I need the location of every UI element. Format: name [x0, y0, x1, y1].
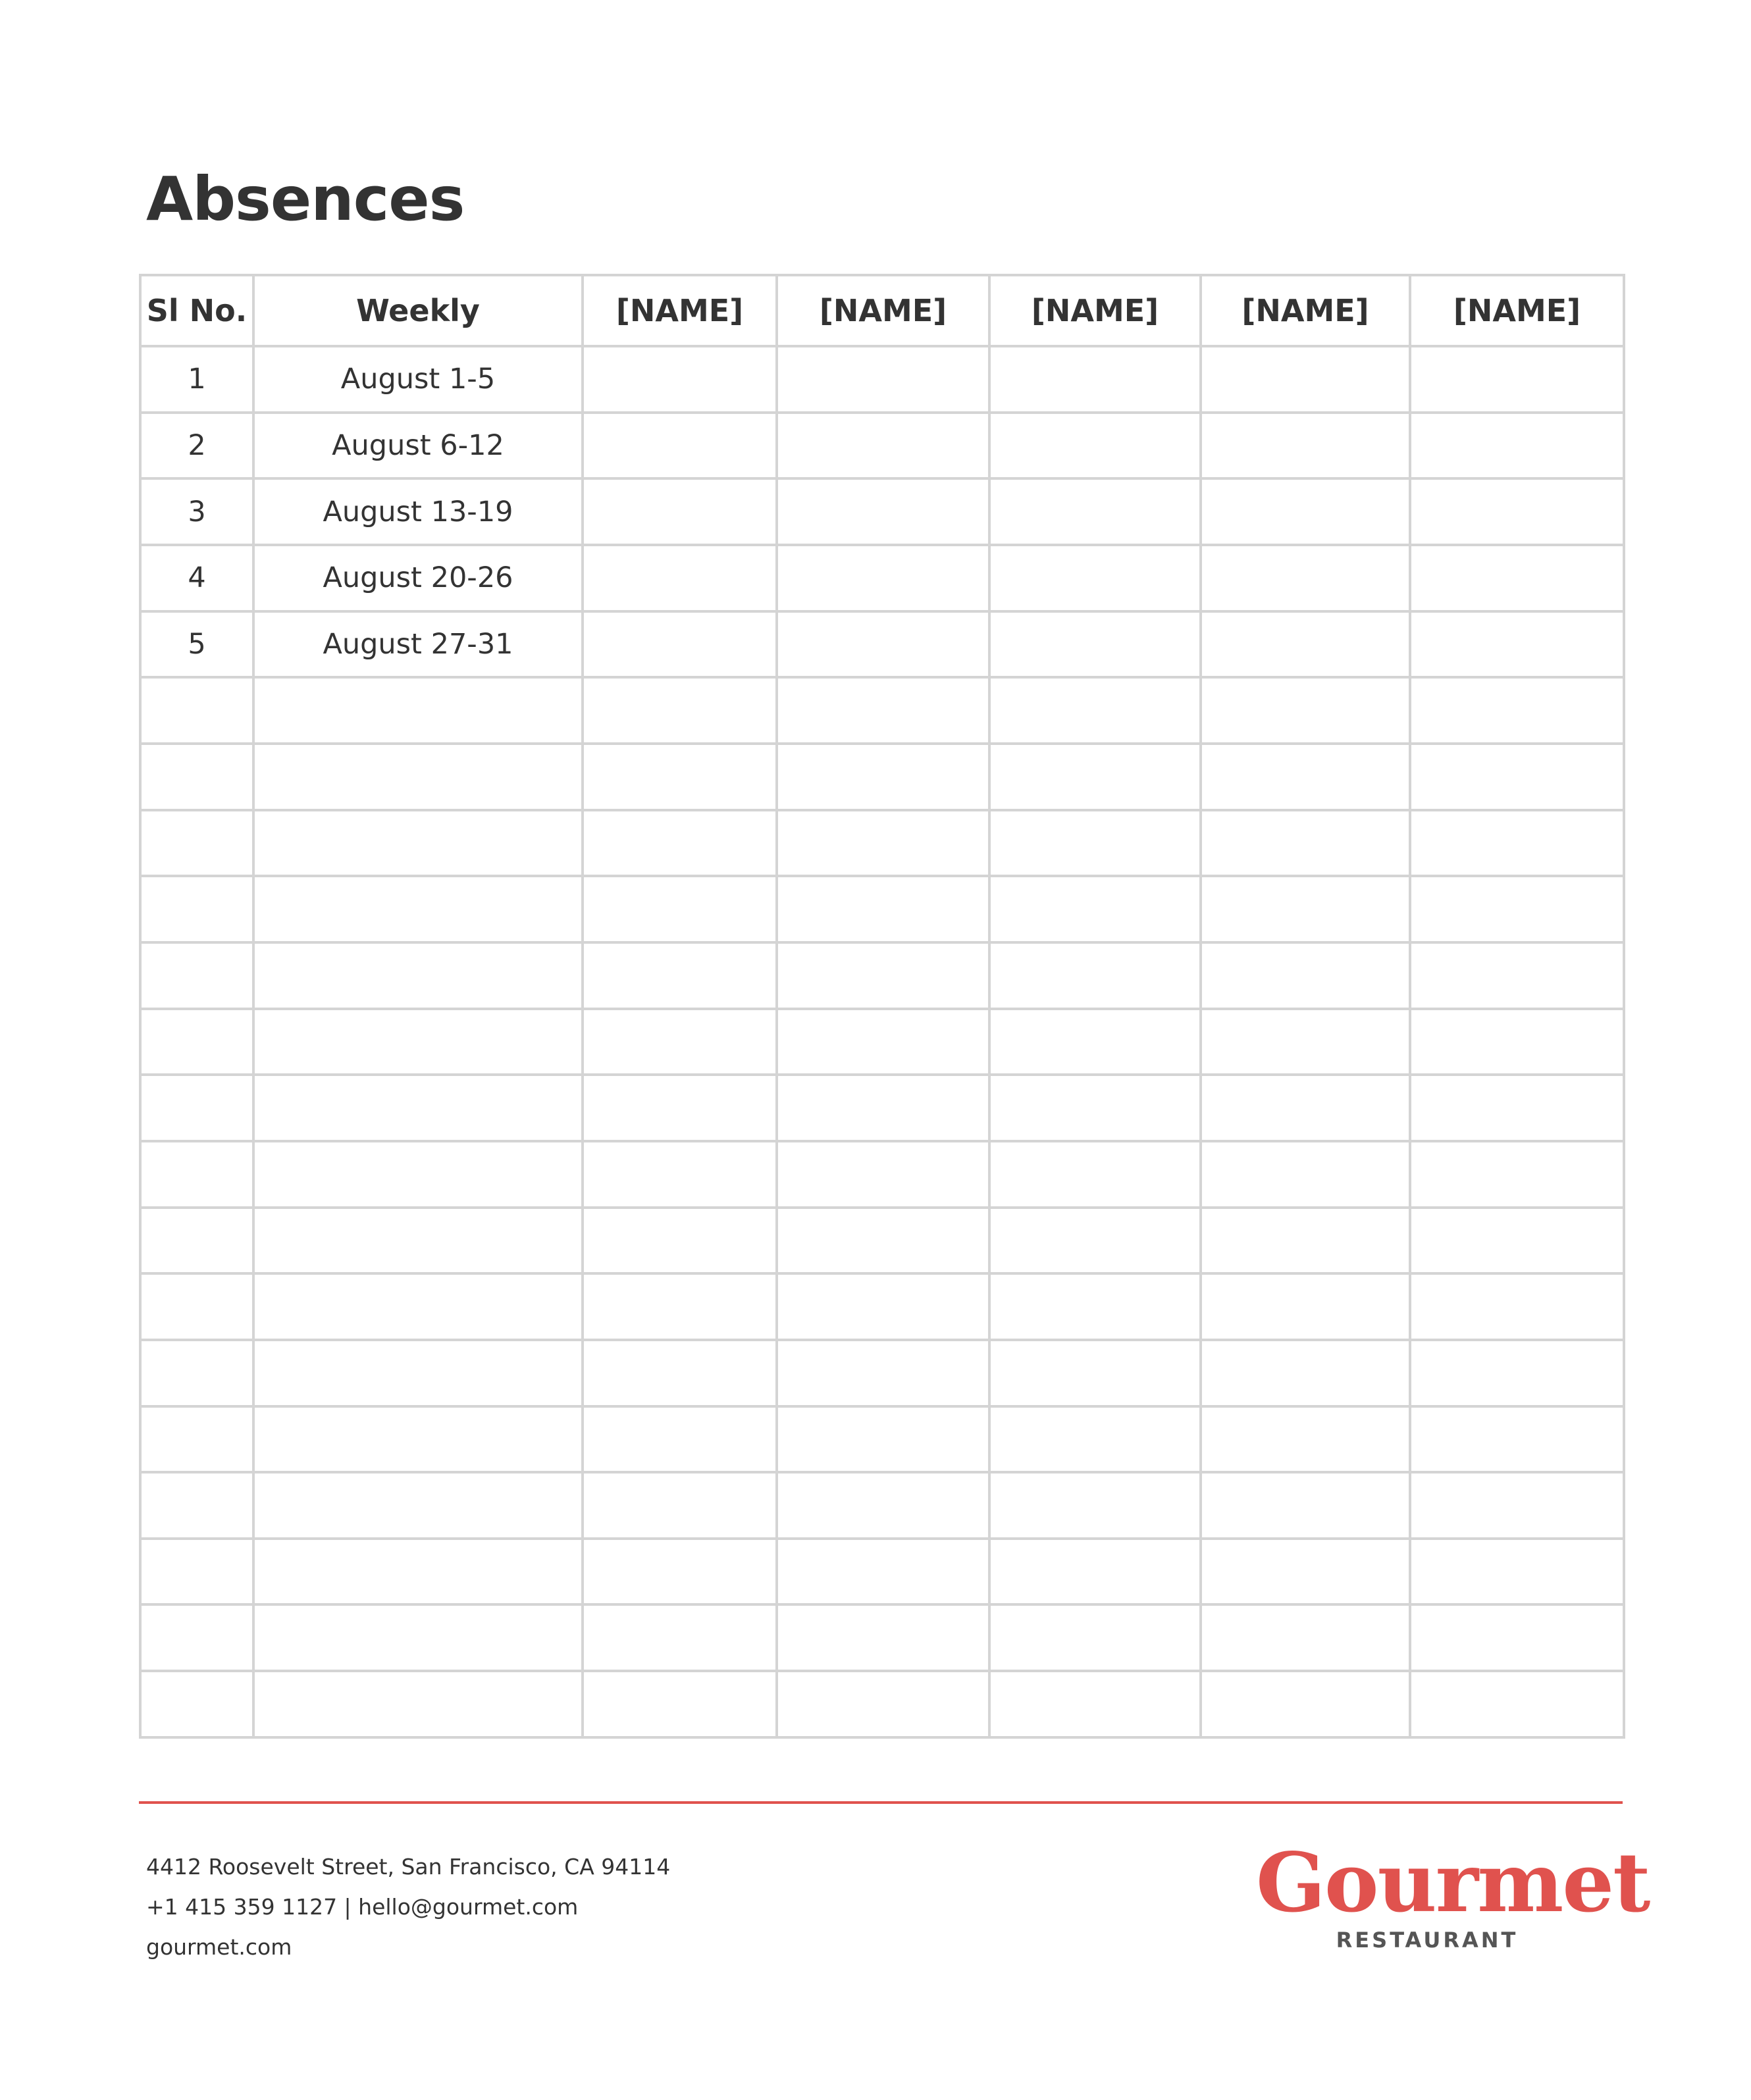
cell-absence: [777, 611, 989, 678]
cell-absence: [777, 346, 989, 413]
cell-absence: [583, 1075, 777, 1141]
cell-week: [253, 1406, 583, 1473]
table-row: [140, 1273, 1624, 1340]
cell-absence: [989, 1671, 1201, 1737]
cell-absence: [989, 810, 1201, 877]
cell-week: August 27-31: [253, 611, 583, 678]
cell-absence: [989, 346, 1201, 413]
cell-week: [253, 1208, 583, 1274]
cell-absence: [583, 1273, 777, 1340]
cell-absence: [777, 744, 989, 810]
cell-absence: [1410, 346, 1624, 413]
cell-absence: [989, 1273, 1201, 1340]
cell-absence: [777, 1075, 989, 1141]
cell-week: [253, 942, 583, 1009]
cell-week: August 13-19: [253, 478, 583, 545]
column-header-name: [NAME]: [989, 275, 1201, 346]
cell-absence: [583, 346, 777, 413]
logo-tagline: RESTAURANT: [1336, 1928, 1519, 1953]
table-row: [140, 413, 1624, 479]
logo-wordmark: Gourmet: [1256, 1835, 1650, 1931]
cell-absence: [1201, 1273, 1410, 1340]
cell-week: [253, 1009, 583, 1075]
table-row: [140, 810, 1624, 877]
cell-absence: [1410, 1075, 1624, 1141]
cell-absence: [777, 1009, 989, 1075]
cell-absence: [1410, 1141, 1624, 1208]
cell-absence: [777, 1406, 989, 1473]
cell-absence: [1410, 1273, 1624, 1340]
cell-absence: [989, 545, 1201, 611]
cell-absence: [1410, 611, 1624, 678]
table-row: [140, 1141, 1624, 1208]
cell-sl-no: [140, 1340, 253, 1406]
cell-absence: [1410, 810, 1624, 877]
cell-absence: [1201, 1539, 1410, 1605]
cell-sl-no: [140, 810, 253, 877]
cell-absence: [777, 545, 989, 611]
cell-sl-no: [140, 1273, 253, 1340]
table-row: [140, 346, 1624, 413]
cell-absence: [989, 1075, 1201, 1141]
table-row: [140, 1075, 1624, 1141]
table-row: [140, 1539, 1624, 1605]
cell-week: August 20-26: [253, 545, 583, 611]
cell-absence: [1201, 478, 1410, 545]
cell-absence: [989, 1406, 1201, 1473]
cell-absence: [583, 1472, 777, 1539]
cell-absence: [777, 1273, 989, 1340]
cell-absence: [777, 810, 989, 877]
table-row: [140, 1472, 1624, 1539]
cell-sl-no: [140, 1141, 253, 1208]
gourmet-logo: [1256, 1835, 1650, 1955]
cell-absence: [583, 1208, 777, 1274]
cell-absence: [1410, 1009, 1624, 1075]
cell-absence: [1410, 876, 1624, 942]
page-title: Absences: [146, 164, 465, 234]
cell-absence: [1410, 1208, 1624, 1274]
cell-absence: [1410, 413, 1624, 479]
cell-sl-no: [140, 1075, 253, 1141]
cell-absence: [583, 611, 777, 678]
cell-absence: [1410, 942, 1624, 1009]
table-row: [140, 744, 1624, 810]
cell-week: [253, 876, 583, 942]
cell-absence: [1410, 1539, 1624, 1605]
cell-absence: [1201, 810, 1410, 877]
cell-absence: [583, 810, 777, 877]
table-row: [140, 1340, 1624, 1406]
cell-absence: [1410, 1671, 1624, 1737]
cell-absence: [1201, 1671, 1410, 1737]
cell-week: August 6-12: [253, 413, 583, 479]
cell-absence: [583, 1604, 777, 1671]
cell-absence: [989, 1472, 1201, 1539]
table-row: [140, 1208, 1624, 1274]
cell-week: [253, 1075, 583, 1141]
cell-week: [253, 1671, 583, 1737]
cell-absence: [989, 1009, 1201, 1075]
table-row: [140, 1604, 1624, 1671]
cell-sl-no: [140, 744, 253, 810]
cell-week: [253, 1340, 583, 1406]
table-row: [140, 942, 1624, 1009]
cell-absence: [583, 677, 777, 744]
footer-website: gourmet.com: [146, 1934, 292, 1960]
cell-absence: [1201, 545, 1410, 611]
column-header-name: [NAME]: [583, 275, 777, 346]
cell-week: [253, 744, 583, 810]
cell-absence: [777, 1141, 989, 1208]
table-row: [140, 677, 1624, 744]
cell-absence: [777, 1539, 989, 1605]
cell-absence: [1201, 677, 1410, 744]
cell-absence: [1201, 1075, 1410, 1141]
cell-absence: [1201, 1208, 1410, 1274]
cell-absence: [1410, 478, 1624, 545]
table-body: [140, 346, 1624, 1737]
cell-sl-no: 3: [140, 478, 253, 545]
cell-absence: [583, 1009, 777, 1075]
cell-absence: [1410, 1604, 1624, 1671]
cell-absence: [583, 545, 777, 611]
cell-absence: [777, 413, 989, 479]
cell-sl-no: [140, 1539, 253, 1605]
cell-sl-no: [140, 677, 253, 744]
cell-absence: [777, 1208, 989, 1274]
cell-absence: [777, 1472, 989, 1539]
table-row: [140, 1406, 1624, 1473]
cell-absence: [777, 1340, 989, 1406]
cell-sl-no: [140, 1604, 253, 1671]
cell-absence: [583, 1340, 777, 1406]
cell-sl-no: 4: [140, 545, 253, 611]
cell-absence: [583, 744, 777, 810]
cell-week: [253, 677, 583, 744]
cell-sl-no: 5: [140, 611, 253, 678]
cell-absence: [989, 1604, 1201, 1671]
cell-absence: [1201, 1604, 1410, 1671]
cell-absence: [777, 1604, 989, 1671]
cell-absence: [1410, 744, 1624, 810]
table-row: [140, 611, 1624, 678]
cell-absence: [1201, 413, 1410, 479]
column-header-name: [NAME]: [777, 275, 989, 346]
cell-absence: [989, 478, 1201, 545]
column-header-name: [NAME]: [1410, 275, 1624, 346]
cell-absence: [583, 413, 777, 479]
cell-week: [253, 1141, 583, 1208]
cell-absence: [1410, 1340, 1624, 1406]
cell-absence: [1410, 545, 1624, 611]
column-header-sl-no: Sl No.: [140, 275, 253, 346]
column-header-weekly: Weekly: [253, 275, 583, 346]
cell-absence: [777, 478, 989, 545]
cell-absence: [1201, 876, 1410, 942]
cell-absence: [989, 942, 1201, 1009]
cell-absence: [583, 1671, 777, 1737]
cell-week: [253, 1273, 583, 1340]
column-header-name: [NAME]: [1201, 275, 1410, 346]
cell-week: [253, 1472, 583, 1539]
cell-week: [253, 1539, 583, 1605]
table-header-row: [140, 275, 1624, 346]
cell-absence: [583, 942, 777, 1009]
cell-absence: [777, 677, 989, 744]
cell-sl-no: [140, 1406, 253, 1473]
absence-table: [139, 274, 1625, 1739]
cell-absence: [1410, 677, 1624, 744]
cell-absence: [1201, 942, 1410, 1009]
cell-sl-no: [140, 942, 253, 1009]
cell-absence: [989, 677, 1201, 744]
cell-sl-no: 2: [140, 413, 253, 479]
cell-absence: [1410, 1472, 1624, 1539]
cell-week: August 1-5: [253, 346, 583, 413]
cell-week: [253, 810, 583, 877]
footer-address: 4412 Roosevelt Street, San Francisco, CA 94114: [146, 1854, 671, 1880]
absence-table-container: [139, 274, 1623, 1739]
cell-absence: [1201, 1406, 1410, 1473]
table-row: [140, 1671, 1624, 1737]
cell-sl-no: [140, 876, 253, 942]
cell-absence: [989, 1340, 1201, 1406]
cell-absence: [583, 1141, 777, 1208]
cell-absence: [989, 413, 1201, 479]
cell-sl-no: 1: [140, 346, 253, 413]
cell-week: [253, 1604, 583, 1671]
table-row: [140, 478, 1624, 545]
cell-absence: [989, 876, 1201, 942]
table-row: [140, 876, 1624, 942]
cell-absence: [777, 942, 989, 1009]
cell-absence: [1201, 1340, 1410, 1406]
cell-absence: [989, 744, 1201, 810]
cell-absence: [1201, 1141, 1410, 1208]
cell-absence: [989, 1539, 1201, 1605]
table-row: [140, 545, 1624, 611]
cell-absence: [1201, 744, 1410, 810]
footer-contact-block: [146, 1847, 670, 1967]
cell-absence: [1201, 346, 1410, 413]
cell-absence: [583, 876, 777, 942]
cell-sl-no: [140, 1009, 253, 1075]
cell-sl-no: [140, 1208, 253, 1274]
cell-absence: [989, 1208, 1201, 1274]
cell-absence: [1201, 1009, 1410, 1075]
cell-sl-no: [140, 1472, 253, 1539]
footer-phone-email: +1 415 359 1127 | hello@gourmet.com: [146, 1894, 579, 1920]
cell-absence: [583, 478, 777, 545]
cell-absence: [989, 611, 1201, 678]
table-row: [140, 1009, 1624, 1075]
cell-absence: [1410, 1406, 1624, 1473]
cell-absence: [583, 1539, 777, 1605]
cell-absence: [777, 876, 989, 942]
cell-absence: [777, 1671, 989, 1737]
cell-sl-no: [140, 1671, 253, 1737]
cell-absence: [1201, 1472, 1410, 1539]
cell-absence: [1201, 611, 1410, 678]
cell-absence: [989, 1141, 1201, 1208]
footer-divider: [139, 1801, 1623, 1804]
cell-absence: [583, 1406, 777, 1473]
